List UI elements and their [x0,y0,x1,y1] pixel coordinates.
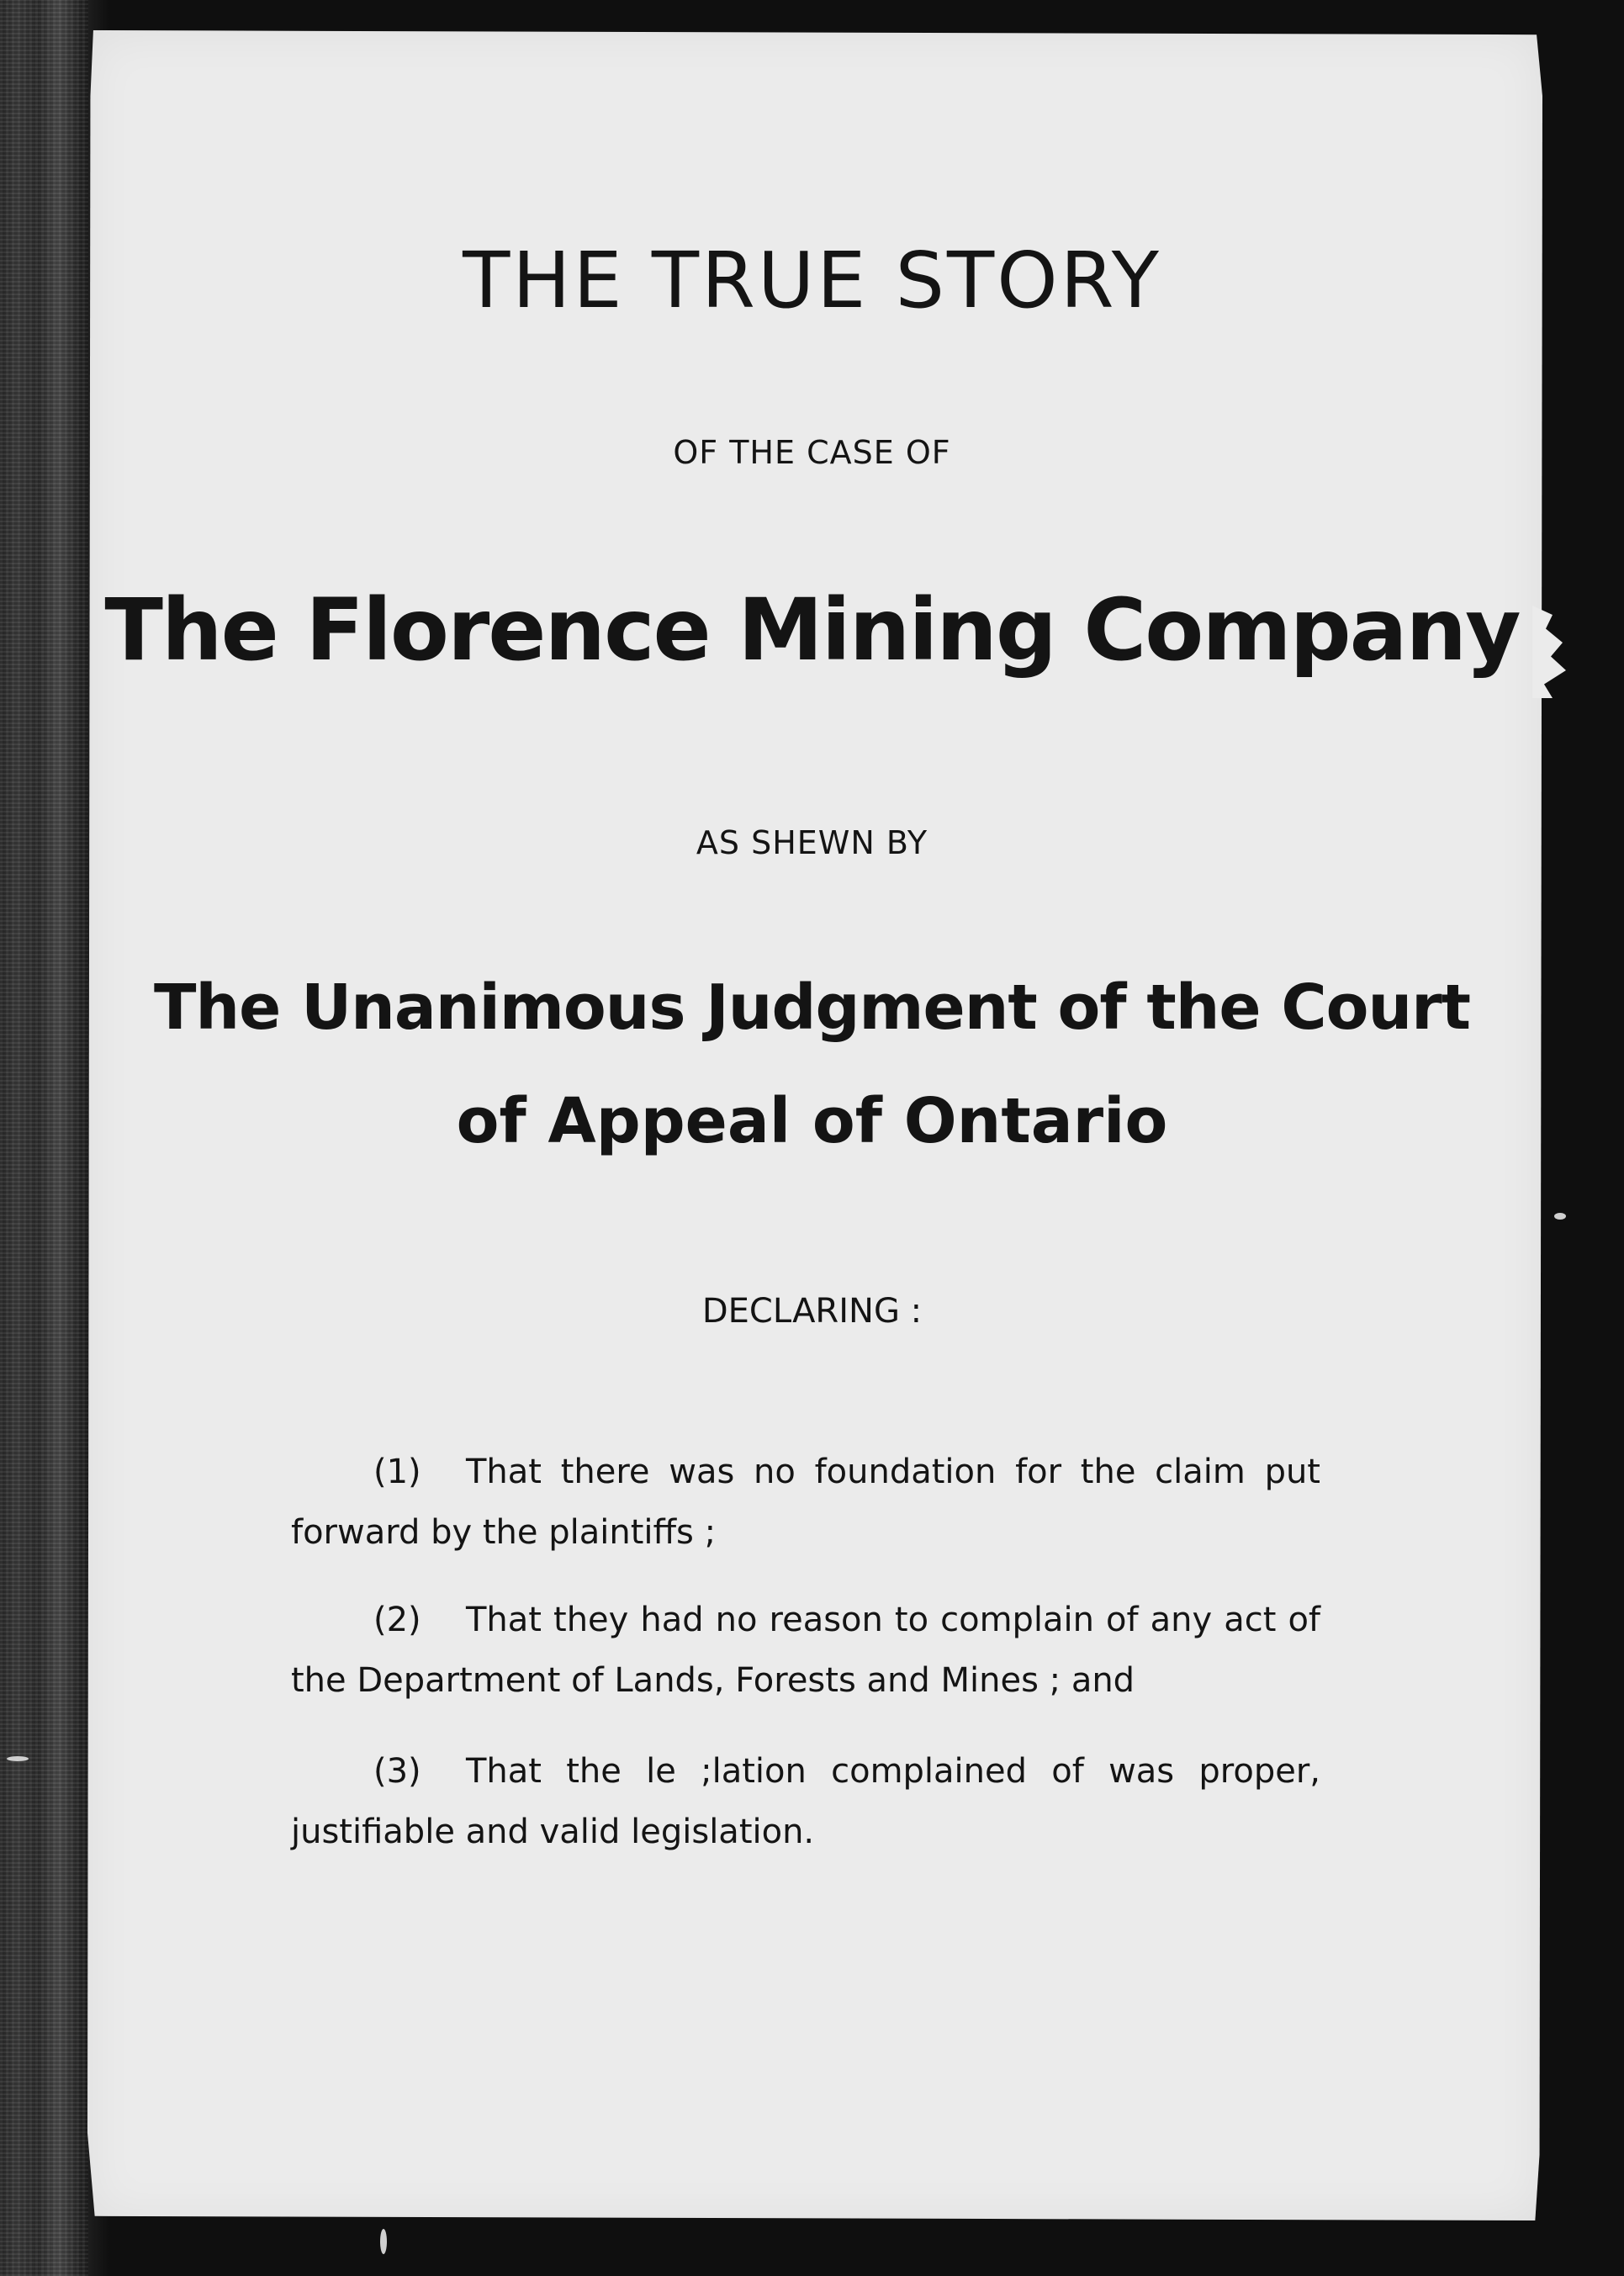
document-title: THE TRUE STORY [463,236,1161,326]
scan-speck [7,1756,29,1761]
clause-text: That they had no reason to complain of any act of the Department of Lands, Forests and Mines ; and [291,1601,1320,1700]
court-heading-line-1: The Unanimous Judgment of the Court [153,971,1471,1044]
subtitle-shewn-by: AS SHEWN BY [696,824,928,861]
subtitle-case-of: OF THE CASE OF [673,434,951,471]
clause-2 [291,1590,1320,1711]
clause-number: (1) [373,1453,421,1491]
court-heading-line-2: of Appeal of Ontario [456,1085,1168,1157]
scan-speck [1554,1213,1566,1220]
company-name: The Florence Mining Company [104,580,1520,680]
clause-number: (2) [373,1601,421,1639]
clause-text: That there was no foundation for the claim put forward by the plaintiffs ; [291,1453,1320,1552]
scan-speck [380,2229,387,2254]
clause-1 [291,1442,1320,1563]
declaring-label: DECLARING : [701,1292,923,1331]
clause-3 [291,1741,1320,1862]
clause-number: (3) [373,1752,421,1791]
clause-text: That the le ;lation complained of was proper, justifiable and valid legislation. [291,1752,1320,1851]
